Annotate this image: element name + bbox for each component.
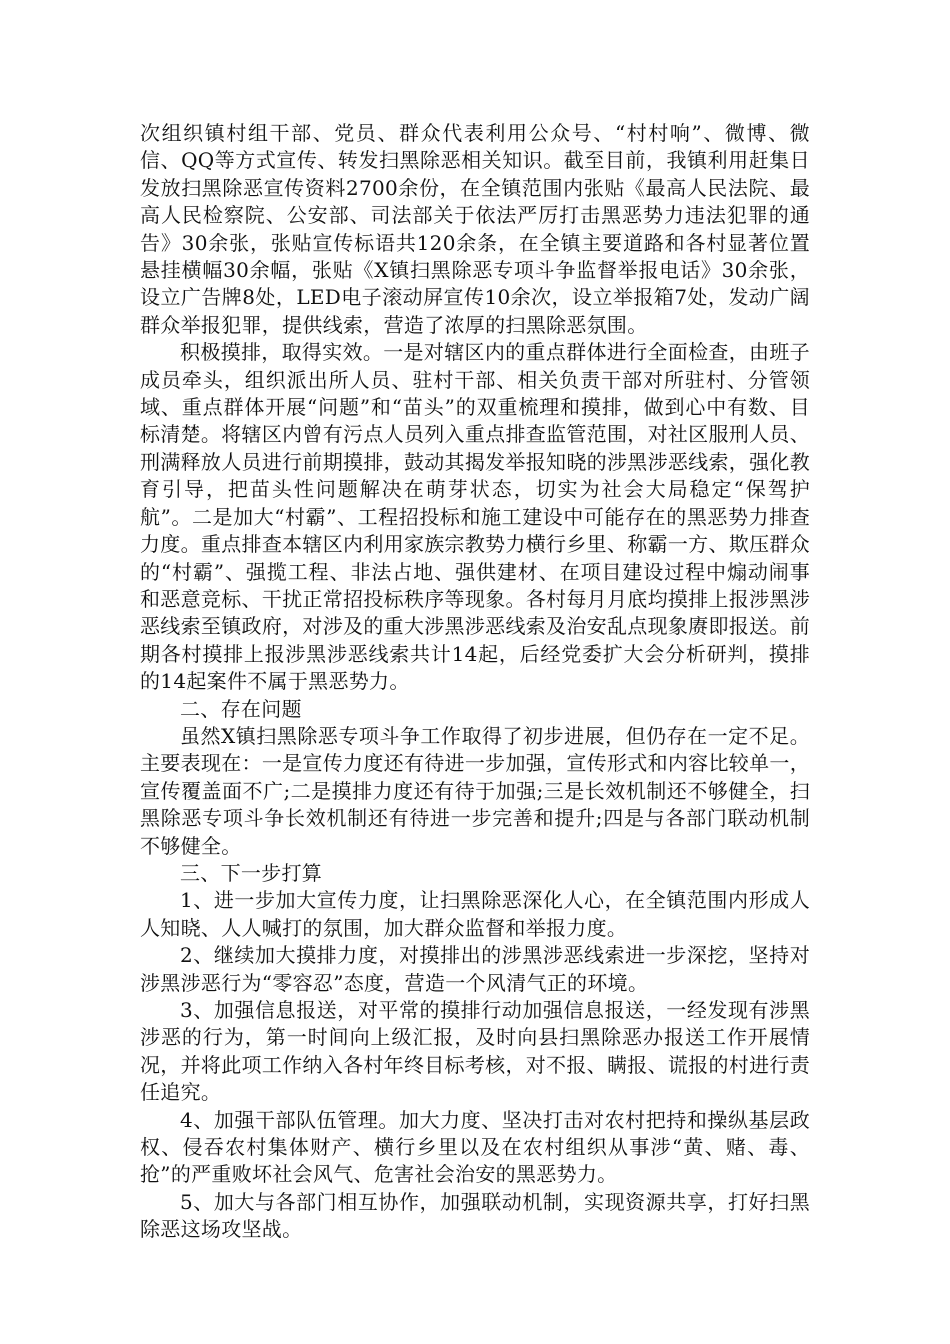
paragraph-problems: 虽然X镇扫黑除恶专项斗争工作取得了初步进展，但仍存在一定不足。主要表现在：一是宣传力度还有待进一步加强，宣传形式和内容比较单一，宣传覆盖面不广;二是摸排力度还有待于加强;三是长效机制还不够健全，扫黑除恶专项斗争长效机制还有待进一步完善和提升;四是与各部门联动机制不够健全。 xyxy=(140,723,810,858)
paragraph-next-step-4: 4、加强干部队伍管理。加大力度、坚决打击对农村把持和操纵基层政权、侵吞农村集体财产、横行乡里以及在农村组织从事涉“黄、赌、毒、抢”的严重败坏社会风气、危害社会治安的黑恶势力。 xyxy=(140,1107,810,1187)
section-heading-problems: 二、存在问题 xyxy=(180,696,302,721)
paragraph-publicity-continued: 次组织镇村组干部、党员、群众代表利用公众号、“村村响”、微博、微信、QQ等方式宣传、转发扫黑除恶相关知识。截至目前，我镇利用赶集日发放扫黑除恶宣传资料2700余份，在全镇范围内张贴《最高人民法院、最高人民检察院、公安部、司法部关于依法严厉打击黑恶势力违法犯罪的通告》30余张，张贴宣传标语共120余条，在全镇主要道路和各村显著位置悬挂横幅30余幅，张贴《X镇扫黑除恶专项斗争监督举报电话》30余张，设立广告牌8处，LED电子滚动屏宣传10余次，设立举报箱7处，发动广阔群众举报犯罪，提供线索，营造了浓厚的扫黑除恶氛围。 xyxy=(140,121,810,337)
paragraph-next-step-1: 1、进一步加大宣传力度，让扫黑除恶深化人心，在全镇范围内形成人人知晓、人人喊打的氛围，加大群众监督和举报力度。 xyxy=(140,888,810,940)
paragraph-next-step-5: 5、加大与各部门相互协作，加强联动机制，实现资源共享，打好扫黑除恶这场攻坚战。 xyxy=(140,1189,810,1242)
section-heading-next-steps: 三、下一步打算 xyxy=(180,860,323,885)
paragraph-investigation: 积极摸排，取得实效。一是对辖区内的重点群体进行全面检查，由班子成员牵头，组织派出所人员、驻村干部、相关负责干部对所驻村、分管领域、重点群体开展“问题”和“苗头”的双重梳理和摸排，做到心中有数、目标清楚。将辖区内曾有污点人员列入重点排查监管范围，对社区服刑人员、刑满释放人员进行前期摸排，鼓动其揭发举报知晓的涉黑涉恶线索，强化教育引导，把苗头性问题解决在萌芽状态，切实为社会大局稳定“保驾护航”。二是加大“村霸”、工程招投标和施工建设中可能存在的黑恶势力排查力度。重点排查本辖区内利用家族宗教势力横行乡里、称霸一方、欺压群众的“村霸”、强揽工程、非法占地、强供建材、在项目建设过程中煽动闹事和恶意竞标、干扰正常招投标秩序等现象。各村每月月底均摸排上报涉黑涉恶线索至镇政府，对涉及的重大涉黑涉恶线索及治安乱点现象赓即报送。前期各村摸排上报涉黑涉恶线索共计14起，后经党委扩大会分析研判，摸排的14起案件不属于黑恶势力。 xyxy=(140,340,810,694)
paragraph-next-step-3: 3、加强信息报送，对平常的摸排行动加强信息报送，一经发现有涉黑涉恶的行为，第一时间向上级汇报，及时向县扫黑除恶办报送工作开展情况，并将此项工作纳入各村年终目标考核，对不报、瞒报、谎报的村进行责任追究。 xyxy=(140,998,810,1105)
document-body xyxy=(140,120,810,1244)
paragraph-next-step-2: 2、继续加大摸排力度，对摸排出的涉黑涉恶线索进一步深挖，坚持对涉黑涉恶行为“零容忍”态度，营造一个风清气正的环境。 xyxy=(140,943,810,995)
